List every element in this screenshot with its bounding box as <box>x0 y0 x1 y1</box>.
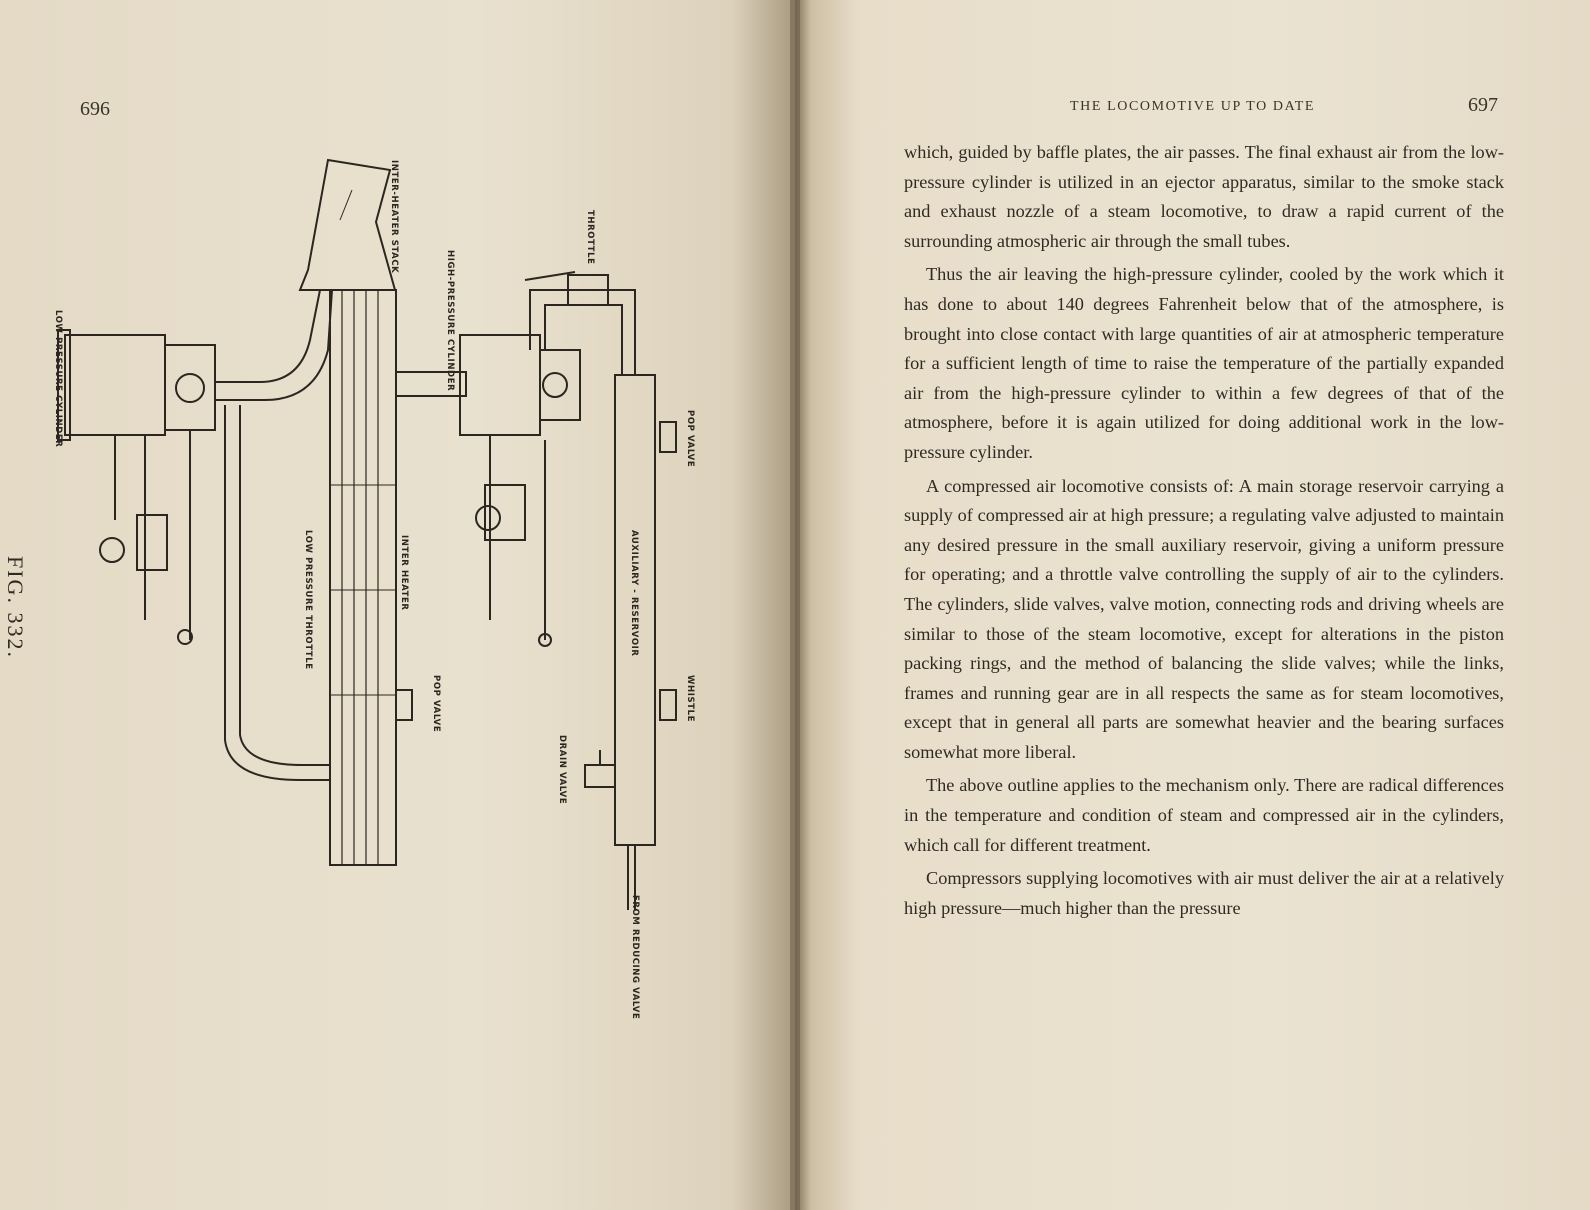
right-page-number: 697 <box>1468 94 1498 116</box>
label-drain-valve: DRAIN VALVE <box>557 735 567 805</box>
label-throttle: THROTTLE <box>585 210 595 265</box>
inter-heater <box>330 290 396 865</box>
paragraph: which, guided by baffle plates, the air passes. The final exhaust air from the low-pressure cylinder is utilized in an ejector apparatus, similar to the smoke stack and exhaust nozzle of a steam locomotive, to draw a rapid current of the surrounding atmospheric air through the small tubes. <box>904 142 1504 251</box>
paragraph: Compressors supplying locomotives with air must deliver the air at a relatively high pressure—much higher than the pressure <box>904 868 1504 918</box>
whistle <box>660 690 676 720</box>
high-pressure-cylinder <box>460 335 540 435</box>
inter-heater-stack <box>300 160 395 290</box>
label-high-pressure-cylinder: HIGH-PRESSURE CYLINDER <box>445 250 455 392</box>
body-text <box>904 138 1504 927</box>
paragraph: The above outline applies to the mechanism only. There are radical differences in the temperature and condition of steam and compressed air in the cylinders, which call for different treatment. <box>904 775 1504 855</box>
paragraph: Thus the air leaving the high-pressure cylinder, cooled by the work which it has done to about 140 degrees Fahrenheit below that of the atmosphere, is brought into close contact with large quantities of air at atmospheric temperature for a sufficient length of time to raise the temperature of the partially expanded air from the high-pressure cylinder to within a few degrees of that of the atmosphere, before it is again utilized for doing additional work in the low-pressure cylinder. <box>904 264 1504 462</box>
figure-caption: FIG. 332. <box>3 556 28 659</box>
label-pop-valve-center: POP VALVE <box>431 675 441 733</box>
pop-valve-heater <box>396 690 412 720</box>
label-whistle: WHISTLE <box>685 675 695 722</box>
label-auxiliary-reservoir: AUXILIARY - RESERVOIR <box>629 530 639 657</box>
running-head: THE LOCOMOTIVE UP TO DATE <box>1070 99 1316 114</box>
label-pop-valve-right: POP VALVE <box>685 410 695 468</box>
paragraph: A compressed air locomotive consists of: A main storage reservoir carrying a supply of compressed air at high pressure; a regulating valve adjusted to maintain any desired pressure in the small auxiliary reservoir, giving a uniform pressure for operating; and a throttle valve controlling the supply of air to the cylinders. The cylinders, slide valves, valve motion, connecting rods and driving wheels are similar to those of the steam locomotive, except for alterations in the piston packing rings, and the method of balancing the slide valves; while the links, frames and running gear are in all respects the same as for steam locomotives, except that in general all parts are somewhat heavier and the bearing surfaces somewhat more liberal. <box>904 475 1504 762</box>
drain-valve <box>585 765 615 787</box>
compressed-air-locomotive-diagram <box>40 150 760 1050</box>
book-gutter <box>790 0 800 1210</box>
left-page-number: 696 <box>80 98 110 120</box>
label-low-pressure-throttle: LOW PRESSURE THROTTLE <box>303 530 313 670</box>
label-inter-heater-stack: INTER-HEATER STACK <box>389 160 399 274</box>
low-pressure-cylinder <box>65 335 165 435</box>
label-from-reducing-valve: FROM REDUCING VALVE <box>630 895 640 1020</box>
label-low-pressure-cylinder: LOW PRESSURE CYLINDER <box>53 310 63 448</box>
pop-valve-reservoir <box>660 422 676 452</box>
label-inter-heater: INTER HEATER <box>399 535 409 611</box>
